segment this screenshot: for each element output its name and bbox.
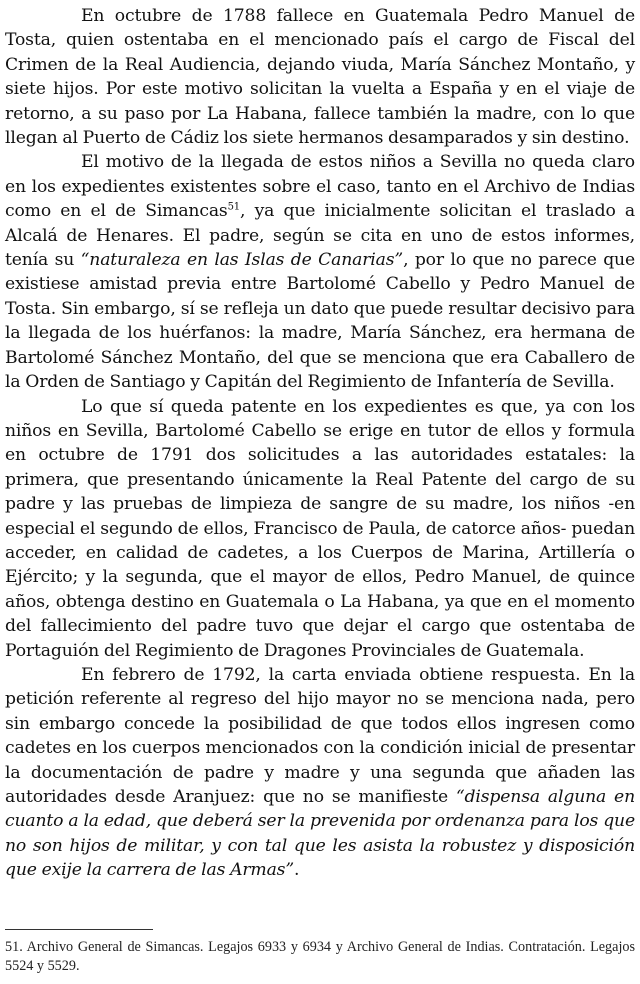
paragraph-4-text-a: En febrero de 1792, la carta enviada obtiene respuesta. En la petición referente al regreso del hijo mayor no se menciona nada, pero sin embargo concede la posibilidad de que todos ellos ingresen como cadetes en los cuerpos mencionados con la condición inicial de presentar la documentación de padre y madre y una segunda que añaden las autoridades desde Aranjuez: que no se manifieste bbox=[5, 664, 635, 807]
paragraph-2-text-a: El motivo de la llegada de estos niños a Sevilla no queda claro en los expedientes existentes sobre el caso, tanto en el Archivo de Indias como en el de Simancas bbox=[5, 152, 635, 222]
paragraph-2 bbox=[5, 150, 635, 394]
paragraph-3-text: Lo que sí queda patente en los expedientes es que, ya con los niños en Sevilla, Bartolomé Cabello se erige en tutor de ellos y formula en octubre de 1791 dos solicitudes a las autoridades estatales: la primera, que presentando únicamente la Real Patente del cargo de su padre y las pruebas de limpieza de sangre de su madre, los niños -en especial el segundo de ellos, Francisco de Paula, de catorce años- puedan acceder, en calidad de cadetes, a los Cuerpos de Marina, Artillería o Ejército; y la segunda, que el mayor de ellos, Pedro Manuel, de quince años, obtenga destino en Guatemala o La Habana, ya que en el momento del fallecimiento del padre tuvo que dejar el cargo que ostentaba de Portaguión del Regimiento de Dragones Provinciales de Guatemala. bbox=[5, 396, 635, 661]
document-body bbox=[5, 4, 635, 883]
paragraph-4-quotation: “dispensa alguna en cuanto a la edad, que deberá ser la prevenida por ordenanza para los que no son hijos de militar, y con tal que les asista la robustez y disposición que exije la carrera de las Armas” bbox=[5, 787, 635, 881]
paragraph-2-text-b: , ya que inicialmente solicitan el traslado a Alcalá de Henares. El padre, según se cita en uno de estos informes, tenía su bbox=[5, 201, 635, 271]
paragraph-3 bbox=[5, 395, 635, 663]
footnote-divider bbox=[5, 929, 153, 930]
paragraph-1 bbox=[5, 4, 635, 150]
footnote-reference-51[interactable]: 51 bbox=[227, 201, 241, 213]
paragraph-2-text-c: , por lo que no parece que existiese amistad previa entre Bartolomé Cabello y Pedro Manuel de Tosta. Sin embargo, sí se refleja un dato que puede resultar decisivo para la llegada de los huérfanos: la madre, María Sánchez, era hermana de Bartolomé Sánchez Montaño, del que se menciona que era Caballero de la Orden de Santiago y Capitán del Regimiento de Infantería de Sevilla. bbox=[5, 250, 635, 393]
paragraph-2-quotation: “naturaleza en las Islas de Canarias” bbox=[80, 250, 404, 271]
paragraph-4-text-b: . bbox=[294, 860, 300, 881]
paragraph-1-text: En octubre de 1788 fallece en Guatemala Pedro Manuel de Tosta, quien ostentaba en el mencionado país el cargo de Fiscal del Crimen de la Real Audiencia, dejando viuda, María Sánchez Montaño, y siete hijos. Por este motivo solicitan la vuelta a España y en el viaje de retorno, a su paso por La Habana, fallece también la madre, con lo que llegan al Puerto de Cádiz los siete hermanos desamparados y sin destino. bbox=[5, 6, 635, 149]
footnote-51: 51. Archivo General de Simancas. Legajos 6933 y 6934 y Archivo General de Indias. Contratación. Legajos 5524 y 5529. bbox=[5, 939, 635, 974]
paragraph-4 bbox=[5, 663, 635, 883]
